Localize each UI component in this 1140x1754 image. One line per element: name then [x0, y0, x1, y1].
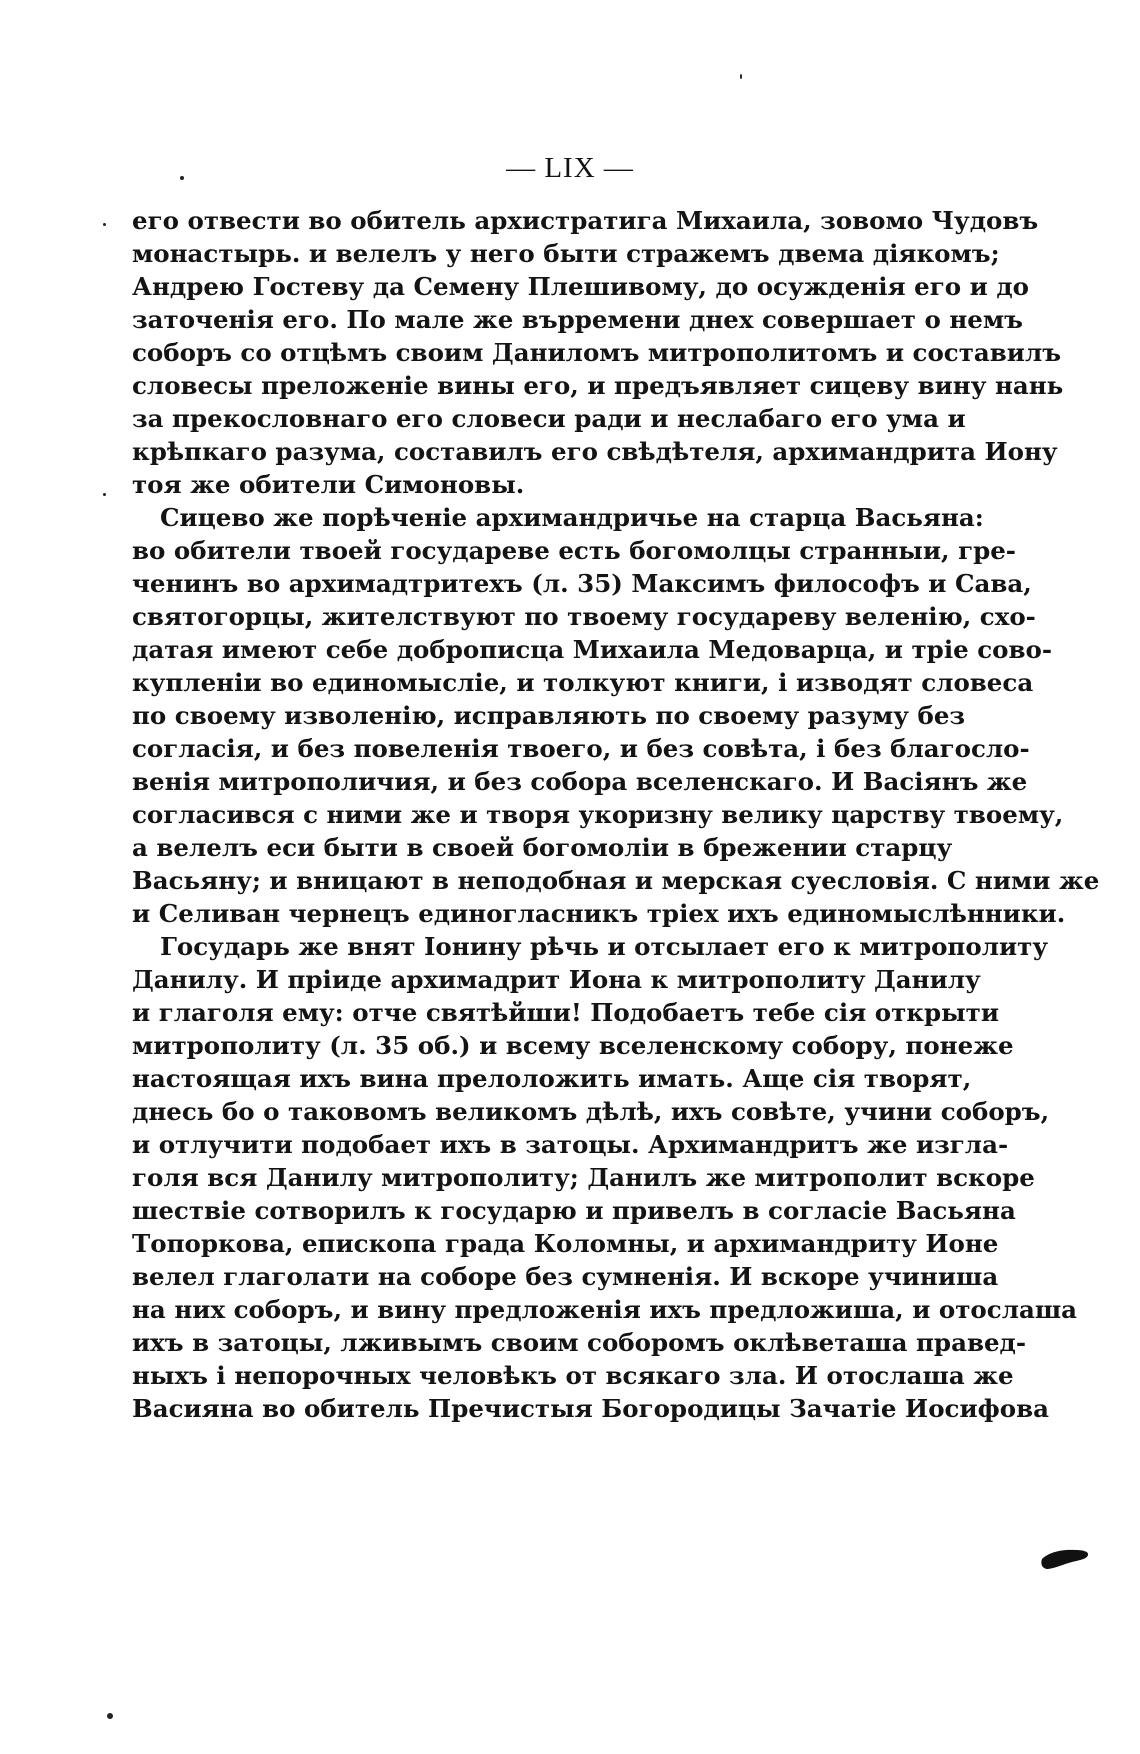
text-line: Андрею Гостеву да Семену Плешивому, до осужденiя его и до — [132, 272, 1030, 301]
scan-speck — [180, 176, 184, 180]
text-line: ченинъ во архимадтритехъ (л. 35) Максимъ философъ и Сава, — [132, 569, 1032, 598]
scan-speck — [107, 1713, 113, 1719]
text-line: по своему изволенiю, исправляють по своему разуму без — [132, 701, 966, 730]
text-line: соборъ со отцѣмъ своим Даниломъ митрополитомъ и составилъ — [132, 338, 1062, 367]
text-line: настоящая ихъ вина прелоложить имать. Аще сiя творят, — [132, 1064, 972, 1093]
text-line: купленiи во единомыслiе, и толкуют книги, i изводят словеса — [132, 668, 1034, 697]
text-line: датая имеют себе доброписца Михаила Медоварца, и трiе сово- — [132, 635, 1053, 664]
text-line: крѣпкаго разума, составилъ его свѣдѣтеля, архимандрита Иону — [132, 437, 1058, 466]
text-line: днесь бо о таковомъ великомъ дѣлѣ, ихъ совѣте, учини соборъ, — [132, 1097, 1050, 1126]
text-line: за прекословнаго его словеси ради и неслабаго его ума и — [132, 404, 966, 433]
text-line: а велелъ еси быти в своей богомолiи в брежении старцу — [132, 833, 953, 862]
text-line: Сицево же порѣченiе архимандричье на старца Васьяна: — [160, 503, 984, 532]
scan-speck — [103, 493, 106, 496]
text-line: словесы преложенiе вины его, и предъявляет сицеву вину нань — [132, 371, 1064, 400]
text-line: Государь же внят Iонину рѣчь и отсылает его к митрополиту — [160, 932, 1049, 961]
paragraph-3 — [132, 930, 1078, 1425]
scan-speck — [740, 74, 742, 79]
text-line: согласився с ними же и творя укоризну велику царству твоему, — [132, 800, 1064, 829]
text-line: Данилу. И прiиде архимадрит Иона к митрополиту Данилу — [132, 965, 981, 994]
text-line: во обители твоей государеве есть богомолцы странныи, гре- — [132, 536, 1016, 565]
scan-speck — [103, 223, 106, 226]
paragraph-1 — [132, 204, 1064, 501]
text-line: Васьяну; и вницают в неподобная и мерская суесловiя. С ними же — [132, 866, 1100, 895]
paragraph-2 — [132, 501, 1100, 930]
ink-blot-mark — [1040, 1545, 1090, 1573]
text-line: Васияна во обитель Пречистыя Богородицы Зачатiе Иосифова — [132, 1394, 1049, 1423]
text-line: венiя митрополичия, и без собора вселенскаго. И Васiянъ же — [132, 767, 1028, 796]
text-line: согласiя, и без повеленiя твоего, и без совѣта, i без благосло- — [132, 734, 1030, 763]
page-number: — LIX — — [506, 152, 634, 184]
text-line: и глаголя ему: отче святѣйши! Подобаетъ тебе сiя открыти — [132, 998, 1000, 1027]
text-line: монастырь. и велелъ у него быти стражемъ двема дiякомъ; — [132, 239, 1000, 268]
text-line: на них соборъ, и вину предложенiя ихъ предложиша, и отослаша — [132, 1295, 1078, 1324]
text-line: и Селиван чернецъ единогласникъ трiех ихъ единомыслѣнники. — [132, 899, 1066, 928]
text-line: Топоркова, епископа града Коломны, и архимандриту Ионе — [132, 1229, 999, 1258]
text-line: митрополиту (л. 35 об.) и всему вселенскому собору, понеже — [132, 1031, 1014, 1060]
text-line: велел глаголати на соборе без сумненiя. И вскоре учиниша — [132, 1262, 999, 1291]
text-line: шествiе сотворилъ к государю и привелъ в согласiе Васьяна — [132, 1196, 1016, 1225]
text-line: его отвести во обитель архистратига Михаила, зовомо Чудовъ — [132, 206, 1039, 235]
text-line: голя вся Данилу митрополиту; Данилъ же митрополит вскоре — [132, 1163, 1035, 1192]
body-text — [132, 204, 1100, 1425]
text-line: ихъ в затоцы, лживымъ своим соборомъ оклѣветаша правед- — [132, 1328, 1027, 1357]
text-line: и отлучити подобает ихъ в затоцы. Архимандритъ же изгла- — [132, 1130, 1009, 1159]
text-line: тоя же обители Симоновы. — [132, 470, 525, 499]
text-line: святогорцы, жителствуют по твоему государеву веленiю, схо- — [132, 602, 1036, 631]
text-line: заточенiя его. По мале же върремени днех совершает о немъ — [132, 305, 1023, 334]
text-line: ныхъ i непорочных человѣкъ от всякаго зла. И отослаша же — [132, 1361, 1014, 1390]
